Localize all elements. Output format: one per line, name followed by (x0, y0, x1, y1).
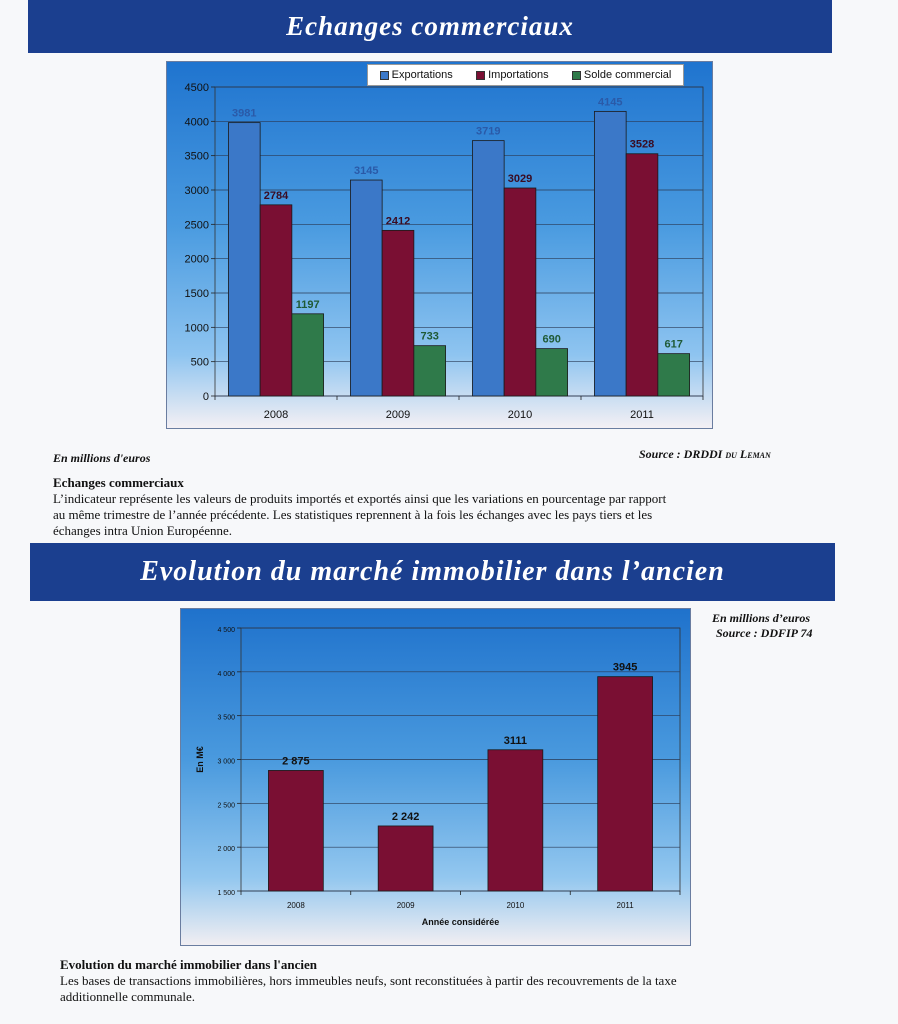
data-label: 733 (420, 330, 439, 343)
data-label: 690 (542, 333, 561, 346)
legend-item-exportations (380, 69, 453, 81)
y-tick-label: 2500 (184, 219, 209, 232)
bar (504, 188, 536, 396)
data-label: 3145 (354, 165, 379, 178)
real-estate-chart (180, 608, 691, 946)
bar (268, 770, 323, 891)
x-axis-title: Année considérée (421, 917, 500, 927)
x-tick-label: 2010 (506, 901, 525, 910)
bar (658, 354, 690, 396)
data-label: 2 242 (391, 810, 420, 823)
data-label: 3029 (507, 173, 533, 186)
data-label: 4145 (598, 96, 623, 109)
bar (292, 314, 324, 396)
data-label: 3719 (476, 125, 501, 138)
y-tick-label: 1 500 (217, 890, 235, 897)
paragraph-title-immobilier: Evolution du marché immobilier dans l'ancien (60, 957, 318, 972)
x-tick-label: 2010 (507, 409, 533, 421)
legend-item-solde (572, 69, 671, 81)
x-tick-label: 2009 (385, 409, 411, 421)
bar (378, 826, 433, 891)
data-label: 3945 (612, 661, 638, 674)
data-label: 3111 (503, 734, 528, 747)
trade-chart (166, 61, 713, 429)
y-tick-label: 2000 (184, 253, 209, 266)
bar (598, 677, 653, 891)
bar (594, 111, 626, 396)
paragraph-line-3: échanges intra Union Européenne. (53, 523, 233, 538)
bar (536, 349, 568, 396)
legend-label-solde: Solde commercial (583, 69, 672, 81)
paragraph-immobilier (60, 957, 830, 1005)
x-tick-label: 2011 (630, 409, 654, 421)
bar (228, 123, 260, 396)
unit-note-1: En millions d'euros (53, 451, 151, 465)
legend-label-exportations: Exportations (391, 69, 453, 81)
paragraph-line-4: Les bases de transactions immobilières, hors immeubles neufs, sont reconstituées à partir des recouvrements de la taxe (60, 973, 677, 988)
data-label: 3528 (629, 138, 655, 151)
y-tick-label: 0 (202, 391, 209, 403)
y-tick-label: 3000 (184, 185, 209, 197)
data-label: 3981 (232, 107, 257, 120)
y-axis-title: En M€ (195, 746, 205, 773)
source-small-1: du Leman (725, 447, 771, 461)
x-tick-label: 2011 (616, 901, 634, 910)
x-tick-label: 2008 (286, 901, 305, 910)
data-label: 2412 (385, 215, 411, 228)
legend-swatch-solde (572, 71, 581, 80)
source-note-1 (639, 447, 771, 462)
y-tick-label: 2 500 (217, 802, 235, 810)
y-tick-label: 500 (190, 356, 209, 369)
trade-chart-legend (367, 64, 684, 86)
y-tick-label: 4 500 (217, 627, 235, 634)
y-tick-label: 1000 (184, 322, 209, 335)
data-label: 617 (664, 338, 683, 351)
data-label: 1197 (295, 298, 320, 311)
bar (350, 180, 382, 396)
bar (414, 346, 446, 396)
bar (260, 205, 292, 396)
x-tick-label: 2009 (396, 901, 415, 910)
x-tick-label: 2008 (263, 409, 289, 421)
bar (488, 750, 543, 891)
bar (382, 230, 414, 396)
legend-swatch-exportations (380, 71, 389, 80)
y-tick-label: 1500 (184, 288, 209, 300)
y-tick-label: 4500 (184, 82, 209, 94)
bar (472, 141, 504, 396)
unit-note-2: En millions d’euros (712, 611, 811, 625)
source-prefix-1: Source : DRDDI (639, 447, 726, 461)
paragraph-line-1: L’indicateur représente les valeurs de produits importés et exportés ainsi que les variations en pourcentage par rapport (53, 491, 667, 506)
data-label: 2 875 (282, 755, 310, 768)
legend-swatch-importations (476, 71, 485, 80)
paragraph-title-echanges: Echanges commerciaux (53, 475, 184, 490)
data-label: 2784 (263, 189, 289, 202)
legend-label-importations: Importations (488, 69, 549, 81)
paragraph-line-2: au même trimestre de l’année précédente. Les statistiques reprennent à la fois les échanges avec les pays tiers et les (53, 507, 653, 522)
y-tick-label: 3 500 (217, 714, 235, 722)
section-title-echanges: Echanges commerciaux (28, 0, 832, 53)
bar (626, 154, 658, 396)
section-title-immobilier: Evolution du marché immobilier dans l’ancien (30, 543, 835, 601)
y-tick-label: 2 000 (217, 846, 235, 854)
source-note-2: Source : DDFIP 74 (716, 626, 813, 640)
trade-chart-svg (167, 62, 712, 428)
paragraph-echanges (53, 475, 813, 539)
y-tick-label: 4 000 (217, 670, 235, 678)
y-tick-label: 3 000 (217, 758, 235, 766)
paragraph-line-5: additionnelle communale. (60, 989, 196, 1004)
y-tick-label: 4000 (184, 116, 209, 129)
real-estate-chart-svg (181, 609, 690, 945)
legend-item-importations (476, 69, 549, 81)
y-tick-label: 3500 (184, 150, 209, 163)
